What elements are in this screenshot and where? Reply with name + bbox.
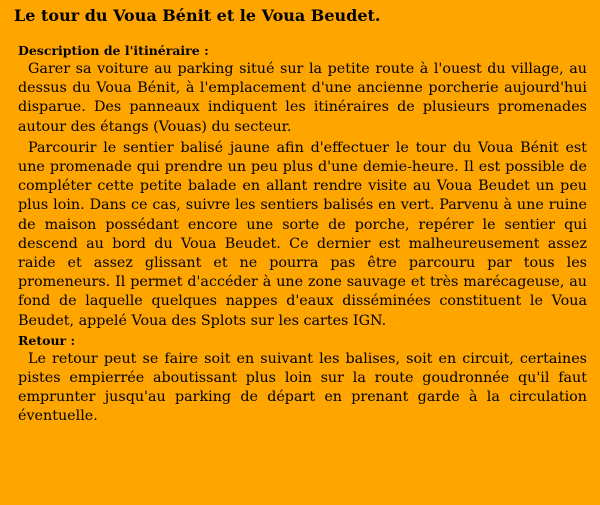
description-heading: Description de l'itinéraire : <box>18 43 209 58</box>
return-paragraph: Le retour peut se faire soit en suivant les balises, soit en circuit, certaines pistes empierrée aboutissant plus loin sur la route goudronnée qu'il faut emprunter jusqu'au parking de départ en prenant garde à la circulation éventuelle. <box>18 350 587 425</box>
description-paragraph-route: Parcourir le sentier balisé jaune afin d'effectuer le tour du Voua Bénit est une promenade qui prendre un peu plus d'une demie-heure. Il est possible de compléter cette petite balade en allant rendre visite au Voua Beudet un peu plus loin. Dans ce cas, suivre les sentiers balisés en vert. Parvenu à une ruine de maison possédant encore une sorte de porche, repérer le sentier qui descend au bord du Voua Beudet. Ce dernier est malheureusement assez raide et assez glissant et ne pourra pas être parcouru par tous les promeneurs. Il permet d'accéder à une zone sauvage et très marécageuse, au fond de laquelle quelques nappes d'eaux disséminées constituent le Voua Beudet, appelé Voua des Splots sur les cartes IGN. <box>18 139 587 329</box>
page-title: Le tour du Voua Bénit et le Voua Beudet. <box>14 6 381 25</box>
itinerary-content <box>18 42 587 429</box>
return-heading: Retour : <box>18 332 76 348</box>
description-paragraph-parking: Garer sa voiture au parking situé sur la petite route à l'ouest du village, au dessus du Voua Bénit, à l'emplacement d'une ancienne porcherie aujourd'hui disparue. Des panneaux indiquent les itinéraires de plusieurs promenades autour des étangs (Vouas) du secteur. <box>18 61 587 135</box>
